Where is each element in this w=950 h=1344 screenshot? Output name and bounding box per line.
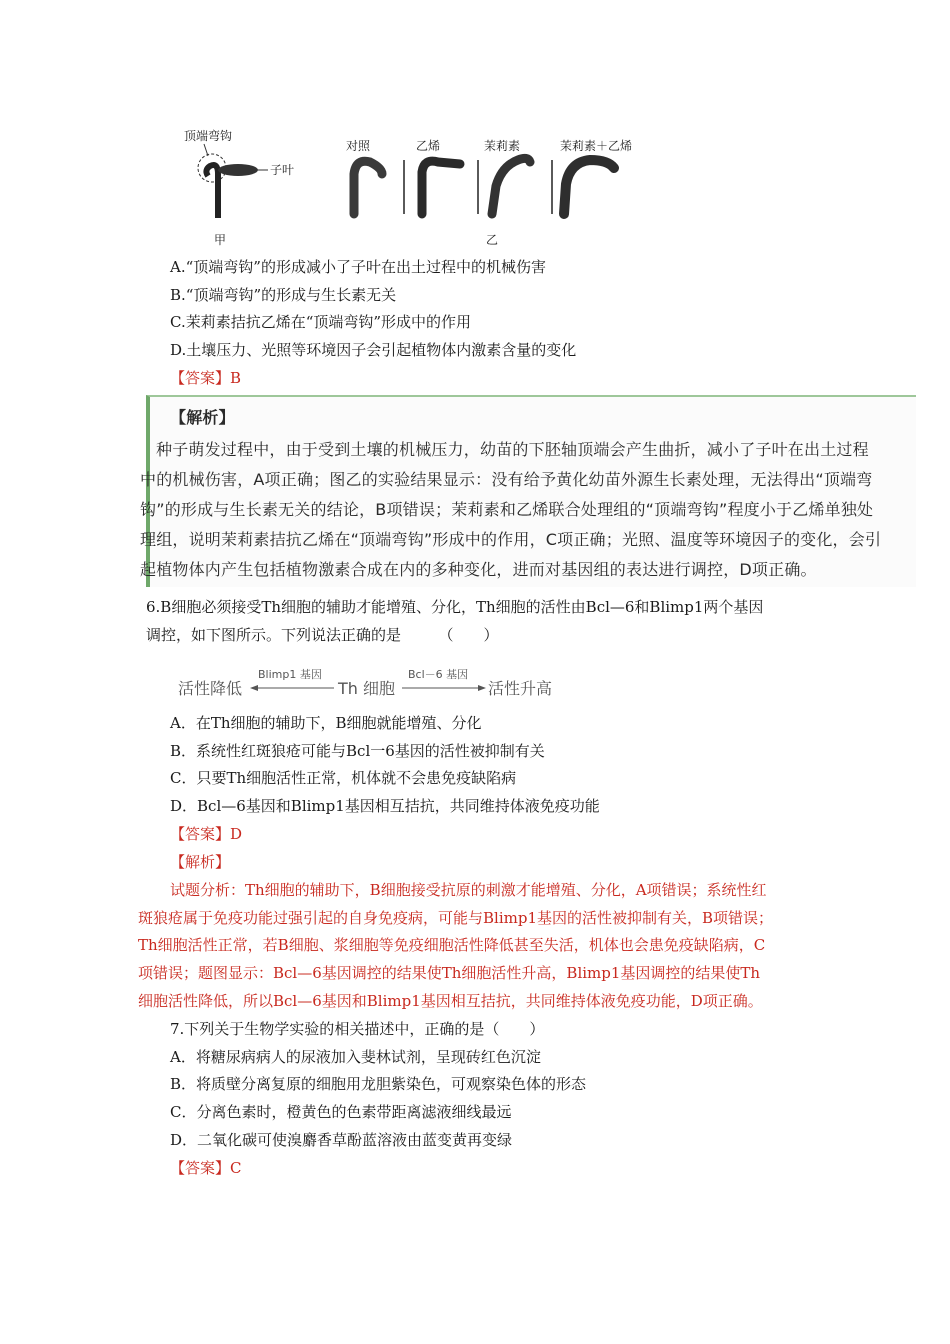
arrow-right-icon xyxy=(478,685,486,691)
q7-stem: 7.下列关于生物学实验的相关描述中，正确的是（ ） xyxy=(170,1020,545,1038)
q6-analysis-line-2: 斑狼疮属于免疫功能过强引起的自身免疫病，可能与Blimp1基因的活性被抑制有关，B项错误； xyxy=(138,909,774,927)
panel-jasmonate-label: 茉莉素 xyxy=(484,139,521,153)
activity-increase-label: 活性升高 xyxy=(488,679,553,698)
th-cell-regulation-figure xyxy=(176,664,568,704)
activity-decrease-label: 活性降低 xyxy=(178,679,243,698)
th-cell-label: Th 细胞 xyxy=(338,679,396,698)
bcl6-gene-label: Bcl－6 基因 xyxy=(408,668,469,681)
panel-jasmonate-ethylene-label: 茉莉素＋乙烯 xyxy=(560,139,633,153)
q5-analysis-line-4: 理组，说明茉莉素拮抗乙烯在“顶端弯钩”形成中的作用，C项正确；光照、温度等环境因子的变化，会引 xyxy=(140,530,882,549)
answer-value: C xyxy=(230,1159,242,1177)
answer-value: D xyxy=(230,825,243,843)
q7-option-d: D．二氧化碳可使溴麝香草酚蓝溶液由蓝变黄再变绿 xyxy=(170,1131,513,1149)
apical-hook-label: 顶端弯钩 xyxy=(184,129,233,143)
cotyledon-label: 子叶 xyxy=(270,163,295,177)
q7-option-b: B．将质壁分离复原的细胞用龙胆紫染色，可观察染色体的形态 xyxy=(170,1075,587,1093)
q6-analysis-title: 【解析】 xyxy=(170,853,231,871)
q5-option-b: B.“顶端弯钩”的形成与生长素无关 xyxy=(170,286,397,304)
answer-label: 【答案】 xyxy=(170,825,231,843)
q5-analysis-line-2: 中的机械伤害，A项正确；图乙的实验结果显示：没有给予黄化幼苗外源生长素处理，无法得出“顶端弯 xyxy=(140,470,873,489)
q7-option-c: C．分离色素时，橙黄色的色素带距离滤液细线最远 xyxy=(170,1103,512,1121)
q5-option-a: A.“顶端弯钩”的形成减小了子叶在出土过程中的机械伤害 xyxy=(170,258,546,276)
q5-option-d: D.土壤压力、光照等环境因子会引起植物体内激素含量的变化 xyxy=(170,341,577,359)
q6-analysis-line-1: 试题分析：Th细胞的辅助下，B细胞接受抗原的刺激才能增殖、分化，A项错误；系统性红 xyxy=(170,881,767,899)
q6-option-d: D．Bcl—6基因和Blimp1基因相互拮抗，共同维持体液免疫功能 xyxy=(170,797,600,815)
panel-jia-label: 甲 xyxy=(214,233,227,247)
q5-answer xyxy=(170,368,241,388)
answer-label: 【答案】 xyxy=(170,1159,231,1177)
q5-analysis-box xyxy=(140,395,916,587)
q7-answer xyxy=(170,1158,242,1178)
panel-control-label: 对照 xyxy=(346,139,371,153)
q7-option-a: A．将糖尿病病人的尿液加入斐林试剂，呈现砖红色沉淀 xyxy=(170,1048,541,1066)
answer-value: B xyxy=(230,369,242,387)
arrow-left-icon xyxy=(250,685,258,691)
q6-analysis-line-5: 细胞活性降低，所以Bcl—6基因和Blimp1基因相互拮抗，共同维持体液免疫功能，D项正确。 xyxy=(138,992,763,1010)
panel-ethylene-label: 乙烯 xyxy=(416,139,441,153)
q6-option-b: B．系统性红斑狼疮可能与Bcl一6基因的活性被抑制有关 xyxy=(170,742,545,760)
panel-yi-label: 乙 xyxy=(486,233,499,247)
q6-answer xyxy=(170,824,242,844)
q6-option-a: A．在Th细胞的辅助下，B细胞就能增殖、分化 xyxy=(170,714,482,732)
q5-analysis-title: 【解析】 xyxy=(170,408,235,427)
q6-stem-line-2: 调控，如下图所示。下列说法正确的是 （ ） xyxy=(146,626,499,644)
blimp1-gene-label: Blimp1 基因 xyxy=(258,668,322,681)
q5-analysis-line-1: 种子萌发过程中，由于受到土壤的机械压力，幼苗的下胚轴顶端会产生曲折，减小了子叶在出土过程 xyxy=(156,440,869,459)
q5-option-c: C.茉莉素拮抗乙烯在“顶端弯钩”形成中的作用 xyxy=(170,313,472,331)
q5-analysis-line-5: 起植物体内产生包括植物激素合成在内的多种变化，进而对基因组的表达进行调控，D项正确。 xyxy=(140,560,817,579)
answer-label: 【答案】 xyxy=(170,369,231,387)
q6-stem-line-1: 6.B细胞必须接受Th细胞的辅助才能增殖、分化，Th细胞的活性由Bcl—6和Blimp1两个基因 xyxy=(146,598,764,616)
q6-option-c: C．只要Th细胞活性正常，机体就不会患免疫缺陷病 xyxy=(170,769,517,787)
q5-analysis-line-3: 钩”的形成与生长素无关的结论，B项错误；茉莉素和乙烯联合处理组的“顶端弯钩”程度小于乙烯单独处 xyxy=(140,500,874,519)
q6-analysis-line-4: 项错误；题图显示：Bcl—6基因调控的结果使Th细胞活性升高，Blimp1基因调控的结果使Th xyxy=(138,964,761,982)
q6-analysis-line-3: Th细胞活性正常，若B细胞、浆细胞等免疫细胞活性降低甚至失活，机体也会患免疫缺陷病，C xyxy=(138,936,766,954)
seedling-hook-figure xyxy=(178,122,658,250)
